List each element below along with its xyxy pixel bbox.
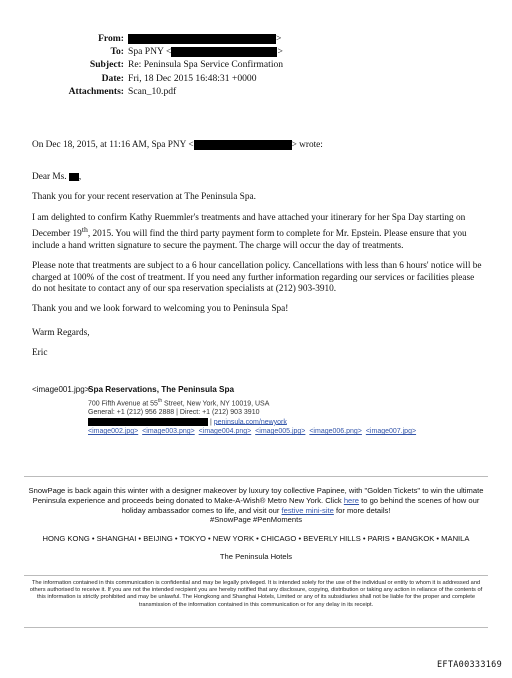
address-ordinal: th <box>157 398 163 404</box>
redaction <box>171 47 277 57</box>
greeting-text: Dear Ms. <box>32 172 69 182</box>
date-label: Date: <box>101 72 124 84</box>
paragraph-2-end: , 2015. You will find the third party payment form to complete for Mr. Epstein. Please ensure that you include a hand written signature to secure the payment. The charge will occur the day of treatments. <box>32 229 467 251</box>
website-link[interactable]: peninsula.com/newyork <box>213 418 287 426</box>
attachments-row <box>0 85 512 98</box>
promo-block <box>28 486 484 562</box>
from-row <box>0 32 512 45</box>
promo-text-c: for more details! <box>333 505 391 515</box>
image-attachments <box>88 427 500 436</box>
bracket: > <box>277 46 283 58</box>
logo-image-placeholder: <image001.jpg> <box>32 385 90 394</box>
signature-address <box>88 397 500 409</box>
image-link[interactable]: <image002.jpg> <box>88 427 139 435</box>
redaction <box>88 418 208 426</box>
legal-disclaimer: The information contained in this communication is confidential and may be legally privileged. It is intended solely for the use of the individual or entity to whom it is addressed and others authorised to receive it. If you are not the intended recipient you are hereby notified that any disclosure, copying, distribution or taking any action in reliance of the contents of this information is strictly prohibited and may be unlawful. The Hongkong and Shanghai Hotels, Limited or any of its subsidiaries shall not be liable for the proper and complete transmission of the information contained in this communication or for any delay in its receipt. <box>29 580 483 608</box>
to-row <box>0 45 512 58</box>
redaction <box>69 172 82 182</box>
here-link[interactable]: here <box>343 495 360 505</box>
separator: | <box>209 418 212 426</box>
image-link[interactable]: <image006.png> <box>309 427 362 435</box>
to-label: To: <box>110 46 124 58</box>
bates-number: EFTA00333169 <box>436 660 502 670</box>
subject-label: Subject: <box>89 59 124 71</box>
image-link[interactable]: <image003.png> <box>142 427 195 435</box>
subject-value: Re: Peninsula Spa Service Confirmation <box>128 59 284 71</box>
paragraph-1: Thank you for your recent reservation at The Peninsula Spa. <box>32 192 256 203</box>
email-header <box>0 32 512 98</box>
redaction <box>128 34 276 44</box>
attachments-label: Attachments: <box>68 85 124 97</box>
festive-link[interactable]: festive mini-site <box>281 505 334 515</box>
signature-web <box>88 418 500 427</box>
bracket: > <box>276 33 282 44</box>
signature-phone: General: +1 (212) 956 2888 | Direct: +1 (212) 903 3910 <box>88 408 260 416</box>
address-end: Street, New York, NY 10019, USA <box>162 400 270 408</box>
paragraph-4: Thank you and we look forward to welcoming you to Peninsula Spa! <box>32 304 289 315</box>
quote-prefix: On Dec 18, 2015, at 11:16 AM, Spa PNY < <box>32 140 194 151</box>
signature-info <box>88 385 500 436</box>
subject-row <box>0 58 512 71</box>
image-link[interactable]: <image005.jpg> <box>255 427 306 435</box>
redaction <box>194 140 292 150</box>
image-link[interactable]: <image004.png> <box>198 427 252 435</box>
paragraph-3: Please note that treatments are subject to a 6 hour cancellation policy. Cancellations with less than 6 hours' notice will be charged at 100% of the cost of treatment. If you need any further information regarding our services or facilities please do not hesitate to contact any of our spa reservation specialists at (212) 903-3910. <box>32 261 482 294</box>
promo-text-a: SnowPage is back again this winter with a designer makeover by luxury toy collective Papinee, with "Golden Tickets" to win the ultimate Peninsula experience and proceeds being donated to Make-A-Wish® Metro New York. Click <box>28 486 484 505</box>
hashtags: #SnowPage #PenMoments <box>209 515 303 525</box>
signature-name: Spa Reservations, The Peninsula Spa <box>88 385 235 394</box>
to-value <box>128 45 512 58</box>
ordinal-suffix: th <box>81 225 88 235</box>
greeting <box>32 172 482 183</box>
quote-suffix: > wrote: <box>291 140 323 151</box>
promo-text-b: to go behind the scenes of how our holiday ambassador comes to life, and visit our <box>121 495 480 515</box>
divider <box>24 476 488 477</box>
signoff: Eric <box>32 348 48 359</box>
greeting-comma: , <box>78 172 82 182</box>
image-link[interactable]: <image007.jpg> <box>365 427 417 435</box>
address-start: 700 Fifth Avenue at 55 <box>88 400 158 408</box>
closing: Warm Regards, <box>32 327 90 338</box>
divider <box>24 575 488 576</box>
paragraph-2 <box>32 213 482 252</box>
divider <box>24 627 488 628</box>
paragraph-2-start: I am delighted to confirm Kathy Ruemmler's treatments and have attached your itinerary for her Spa Day starting on December 19 <box>32 212 466 240</box>
brand-name: The Peninsula Hotels <box>219 551 293 561</box>
promo-text <box>28 486 484 515</box>
date-row <box>0 72 512 85</box>
from-value <box>128 32 512 45</box>
quote-header <box>32 140 323 150</box>
from-label: From: <box>98 33 124 44</box>
date-value: Fri, 18 Dec 2015 16:48:31 +0000 <box>128 72 257 84</box>
to-name: Spa PNY < <box>128 46 172 58</box>
letter-body <box>32 172 482 369</box>
city-list: HONG KONG • SHANGHAI • BEIJING • TOKYO • NEW YORK • CHICAGO • BEVERLY HILLS • PARIS • BANGKOK • MANILA <box>42 534 470 544</box>
attachment-file: Scan_10.pdf <box>128 85 177 97</box>
